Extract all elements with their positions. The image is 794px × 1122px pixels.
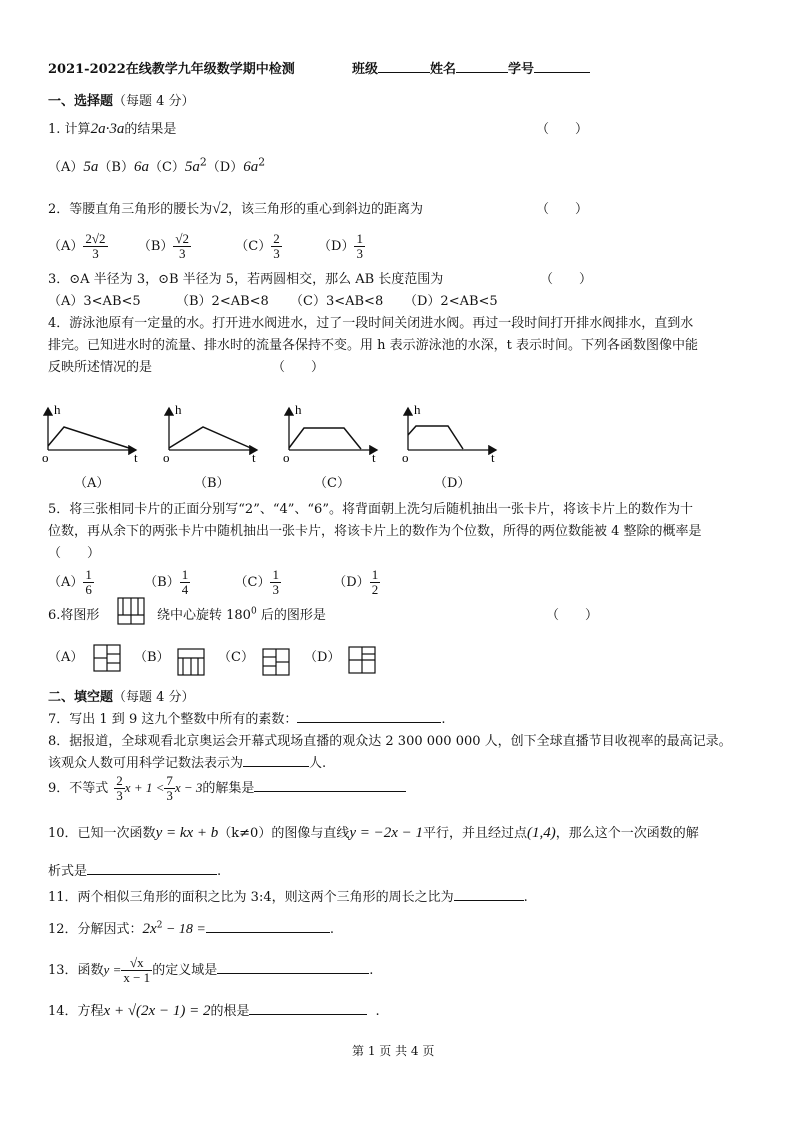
q6-answer-paren[interactable]: （ ） <box>546 608 599 623</box>
q6-number: 6. <box>48 608 61 623</box>
q2-stem <box>48 198 423 218</box>
q2-option-a[interactable]: （A） $\frac{2√2}{3}$ <box>48 231 106 261</box>
q9: 9．不等式 $\frac{2}{3}$ x + 1 < $\frac{7}{3}$ x − 3的解集是 <box>48 774 406 803</box>
graph-d[interactable] <box>402 402 496 465</box>
q3-option-d[interactable]: （D）2<AB<5 <box>404 294 498 309</box>
graph-a-label: （A） <box>74 476 110 491</box>
q7-text: 7．写出 1 到 9 这九个整数中所有的素数： <box>48 712 298 727</box>
q5-option-a[interactable]: （A） $\frac{1}{6}$ <box>48 567 92 597</box>
graph-a-h-label: h <box>54 402 61 417</box>
section1-note: （每题 4 分） <box>113 94 195 109</box>
q1-options <box>48 156 265 176</box>
q6-stem-post: 绕中心旋转 $180^0$ 后的图形是 <box>157 606 326 623</box>
section2-heading <box>48 686 195 705</box>
graph-d-label: （D） <box>434 476 471 491</box>
graph-c-label: （C） <box>314 476 350 491</box>
id-label: 学号 <box>508 62 535 77</box>
q8-answer-blank[interactable] <box>243 754 309 767</box>
q1-option-b[interactable]: （B）6a <box>98 159 149 176</box>
q11: 11．两个相似三角形的面积之比为 3:4，则这两个三角形的周长之比为 . <box>48 890 528 905</box>
q2-root: √2 <box>212 201 229 217</box>
q1-option-c[interactable]: $(C)5a^2$ <box>148 156 207 176</box>
q8-line2: 该观众人数可用科学记数法表示为 人. <box>48 756 327 771</box>
q5-line2: 位数，再从余下的两张卡片中随机抽出一张卡片，将该卡片上的数作为个位数，所得的两位数能被 4 整除的概率是 <box>48 524 702 539</box>
q6-option-d-figure[interactable] <box>348 646 376 674</box>
q12-answer-blank[interactable] <box>206 920 330 933</box>
header-fields <box>352 58 590 77</box>
graph-c-t-label: t <box>372 450 376 465</box>
q4-line1: 4．游泳池原有一定量的水。打开进水阀进水，过了一段时间关闭进水阀。再过一段时间打开排水阀排水，直到水 <box>48 316 694 331</box>
q6-option-d-label: （D） <box>304 650 341 665</box>
q4-line2: 排完。已知进水时的流量、排水时的流量各保持不变。用 h 表示游泳池的水深，t 表示时间。下列各函数图像中能 <box>48 338 698 353</box>
q4-line3: 反映所述情况的是 <box>48 360 153 375</box>
q1-answer-paren[interactable]: （ ） <box>536 122 589 137</box>
q5-option-d[interactable]: （D） $\frac{1}{2}$ <box>333 567 379 597</box>
q1-pre: 计算 <box>64 122 91 137</box>
graph-d-origin: o <box>402 450 409 465</box>
q2-option-b[interactable]: （B） $\frac{√2}{3}$ <box>137 231 190 261</box>
section1-heading <box>48 90 195 109</box>
q6-option-a-label: （A） <box>48 650 84 665</box>
q13-answer-blank[interactable] <box>217 961 369 974</box>
class-label: 班级 <box>352 62 379 77</box>
q13: 13．函数y = $\frac{√x}{x - 1}$ 的定义域是 . <box>48 955 374 985</box>
q5-option-c[interactable]: （C） $\frac{1}{3}$ <box>234 567 279 597</box>
q5-option-b[interactable]: （B） $\frac{1}{4}$ <box>144 567 189 597</box>
q1-stem <box>48 118 176 138</box>
id-blank[interactable] <box>534 60 590 73</box>
q6-option-c-figure[interactable] <box>262 648 290 676</box>
graph-a-origin: o <box>42 450 49 465</box>
q8-line1: 8．据报道，全球观看北京奥运会开幕式现场直播的观众达 2 300 000 000 人，创下全球直播节目收视率的最高记录。 <box>48 734 732 749</box>
q2-option-c[interactable]: （C） $\frac{2}{3}$ <box>235 231 280 261</box>
q6-stem-pre <box>48 604 99 623</box>
q7-answer-blank[interactable] <box>297 710 441 723</box>
graph-c-origin: o <box>283 450 290 465</box>
q10-answer-blank[interactable] <box>87 862 217 875</box>
q1-post: 的结果是 <box>124 122 177 137</box>
section2-title: 二、填空题 <box>48 690 114 705</box>
name-blank[interactable] <box>456 60 508 73</box>
q7: 7．写出 1 到 9 这九个整数中所有的素数： . <box>48 712 446 727</box>
page-footer: 第 1 页 共 4 页 <box>352 1044 435 1058</box>
graph-b[interactable] <box>163 402 257 465</box>
q5-answer-paren[interactable]: （ ） <box>48 546 101 561</box>
graph-a[interactable] <box>42 402 138 465</box>
graph-b-t-label: t <box>252 450 256 465</box>
q3-option-a[interactable]: （A）3<AB<5 <box>48 294 141 309</box>
class-blank[interactable] <box>378 60 430 73</box>
q12: 12．分解因式：$2x^2 - 18$ = . <box>48 920 334 937</box>
section1-title: 一、选择题 <box>48 94 114 109</box>
q2-post: ，该三角形的重心到斜边的距离为 <box>228 202 424 217</box>
q14-answer-blank[interactable] <box>249 1002 367 1015</box>
q4-answer-paren[interactable]: （ ） <box>272 360 325 375</box>
q5-line1: 5．将三张相同卡片的正面分别写“2”、“4”、“6”。将背面朝上洗匀后随机抽出一张卡片，将该卡片上的数作为十 <box>48 502 693 517</box>
q6-pre: 将图形 <box>60 608 100 623</box>
q1-expression: 2a·3a <box>90 121 125 137</box>
name-label: 姓名 <box>430 62 457 77</box>
graph-c[interactable] <box>283 402 377 465</box>
graph-b-label: （B） <box>194 476 230 491</box>
q2-pre: 等腰直角三角形的腰长为 <box>69 202 213 217</box>
graph-a-t-label: t <box>134 450 138 465</box>
q6-option-b-label: （B） <box>134 650 170 665</box>
q10-line1: 10．已知一次函数y = kx + b（k≠0）的图像与直线y = −2x − 1平行，并且经过点(1,4)，那么这个一次函数的解 <box>48 825 699 841</box>
q3-option-c[interactable]: （C）3<AB<8 <box>290 294 384 309</box>
header-title: 2021-2022在线教学九年级数学期中检测 <box>48 62 295 77</box>
q11-answer-blank[interactable] <box>454 888 524 901</box>
q2-options <box>48 232 365 261</box>
q2-answer-paren[interactable]: （ ） <box>536 202 589 217</box>
q9-answer-blank[interactable] <box>254 779 406 792</box>
graph-c-h-label: h <box>295 402 302 417</box>
q2-number: 2． <box>48 202 70 217</box>
q6-option-c-label: （C） <box>218 650 254 665</box>
q3-option-b[interactable]: （B）2<AB<8 <box>176 294 269 309</box>
graph-d-t-label: t <box>491 450 495 465</box>
q8-text: 该观众人数可用科学记数法表示为 <box>48 756 244 771</box>
q5-options <box>48 568 380 597</box>
q6-option-b-figure[interactable] <box>177 648 205 676</box>
q1-option-a[interactable]: （A）5a <box>48 159 99 176</box>
q10-line2: 析式是 . <box>48 864 222 879</box>
q3-answer-paren[interactable]: （ ） <box>540 272 593 287</box>
q1-option-d[interactable]: $(D)6a^2$ <box>206 156 266 176</box>
q14: 14．方程x + √(2x − 1) = 2的根是 . <box>48 1003 380 1019</box>
graph-d-h-label: h <box>414 402 421 417</box>
q6-option-a-figure[interactable] <box>93 644 121 672</box>
q2-option-d[interactable]: （D） $\frac{1}{3}$ <box>318 231 363 261</box>
section2-note: （每题 4 分） <box>113 690 195 705</box>
q6-original-figure <box>117 597 145 625</box>
graph-b-h-label: h <box>175 402 182 417</box>
q3-stem: 3．⊙A 半径为 3，⊙B 半径为 5，若两圆相交，那么 AB 长度范围为 <box>48 272 444 287</box>
q1-number: 1. <box>48 122 61 137</box>
graph-b-origin: o <box>163 450 170 465</box>
